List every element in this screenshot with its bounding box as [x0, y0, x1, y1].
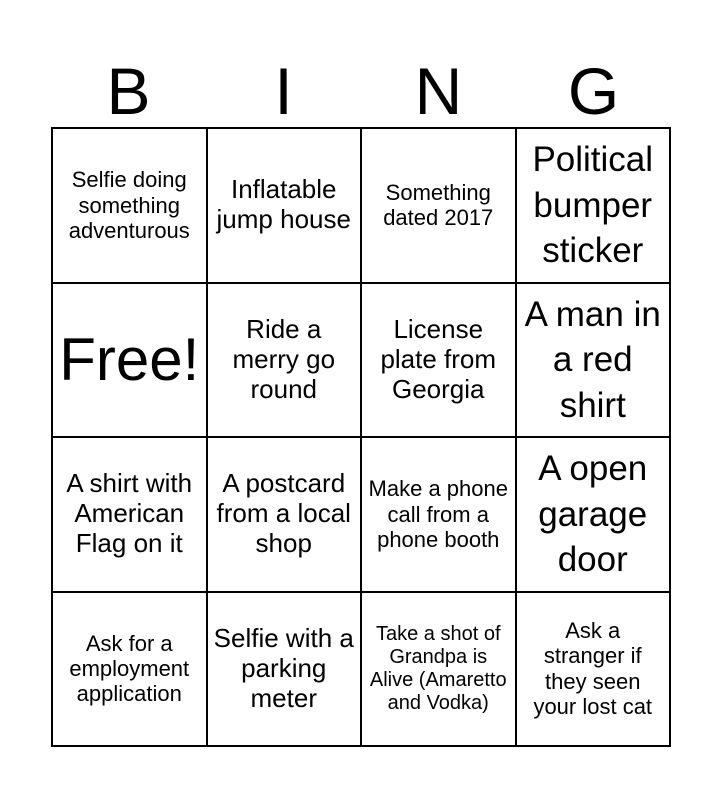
header-letter-g: G: [567, 54, 620, 128]
bingo-cell[interactable]: Ride a merry go round: [207, 283, 362, 438]
free-space-cell[interactable]: Free!: [52, 283, 207, 438]
bingo-cell[interactable]: Ask a stranger if they seen your lost cat: [516, 592, 671, 747]
header-letter-n: N: [414, 54, 463, 128]
bingo-cell[interactable]: Political bumper sticker: [516, 128, 671, 283]
bingo-cell[interactable]: Selfie with a parking meter: [207, 592, 362, 747]
bingo-cell[interactable]: Selfie doing something adventurous: [52, 128, 207, 283]
bingo-cell[interactable]: License plate from Georgia: [361, 283, 516, 438]
bingo-cell[interactable]: A man in a red shirt: [516, 283, 671, 438]
bingo-cell[interactable]: A postcard from a local shop: [207, 437, 362, 592]
bingo-header: [51, 55, 671, 127]
bingo-cell[interactable]: Something dated 2017: [361, 128, 516, 283]
bingo-cell[interactable]: A open garage door: [516, 437, 671, 592]
bingo-cell[interactable]: Take a shot of Grandpa is Alive (Amaretto and Vodka): [361, 592, 516, 747]
bingo-grid: [51, 127, 671, 747]
bingo-cell[interactable]: A shirt with American Flag on it: [52, 437, 207, 592]
bingo-cell[interactable]: Inflatable jump house: [207, 128, 362, 283]
bingo-cell[interactable]: Make a phone call from a phone booth: [361, 437, 516, 592]
bingo-cell[interactable]: Ask for a employment application: [52, 592, 207, 747]
header-letter-i: I: [274, 54, 293, 128]
header-letter-b: B: [106, 54, 151, 128]
